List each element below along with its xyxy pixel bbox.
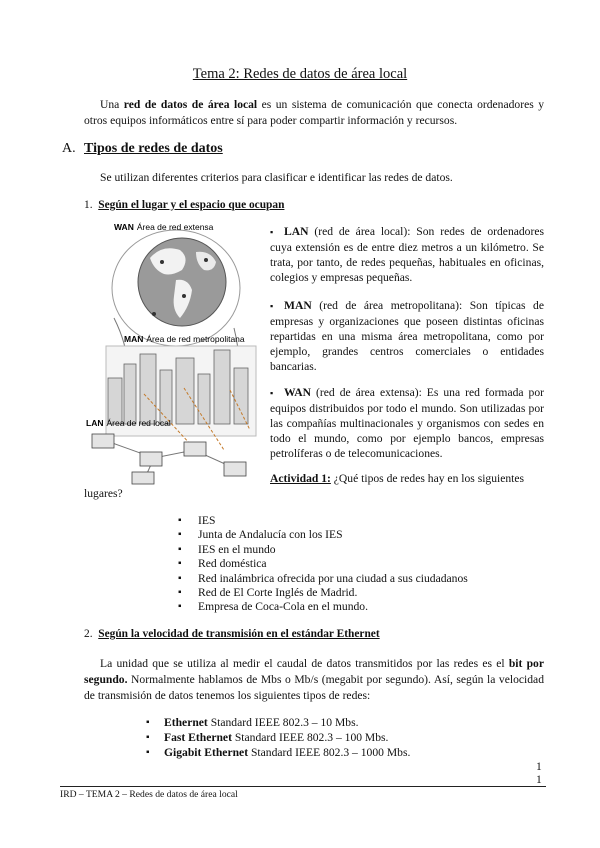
man-caption: Área de red metropolitana [146, 334, 245, 344]
list-item: ▪ Red inalámbrica ofrecida por una ciudad a sus ciudadanos [178, 572, 468, 586]
page-title: Tema 2: Redes de datos de área local [192, 66, 408, 82]
section-a-heading [62, 141, 223, 157]
page-footer: IRD – TEMA 2 – Redes de datos de área local [60, 789, 238, 800]
list-item: ▪ Red doméstica [178, 557, 468, 571]
list-item: ▪ Ethernet Standard IEEE 802.3 – 10 Mbs. [146, 715, 410, 730]
bullet-icon: ▪ [270, 227, 274, 237]
list-item: ▪ Red de El Corte Inglés de Madrid. [178, 586, 468, 600]
page-number-duplicate: 1 [536, 773, 542, 786]
lan-term: LAN [284, 225, 309, 238]
wan-term: WAN [284, 386, 312, 399]
section-a-letter: A. [62, 141, 76, 156]
lan-caption: Área de red local [106, 418, 171, 428]
svg-text:LANÁrea de red local [86, 418, 171, 428]
subsection-2-title: Según la velocidad de transmisión en el estándar Ethernet [98, 628, 380, 640]
section-a-title: Tipos de redes de datos [84, 141, 223, 156]
list-item: ▪ Gigabit Ethernet Standard IEEE 802.3 – 1000 Mbs. [146, 745, 410, 760]
list-item: ▪ IES [178, 514, 468, 528]
svg-text:WANÁrea de red extensa [114, 222, 214, 232]
list-item: ▪ Junta de Andalucía con los IES [178, 528, 468, 542]
activity-question-end: lugares? [84, 487, 123, 500]
footer-divider [60, 786, 546, 787]
activity-places-list [178, 514, 468, 615]
lan-computers [92, 434, 246, 484]
wan-caption: Área de red extensa [136, 222, 214, 232]
list-item: ▪ Empresa de Coca-Cola en el mundo. [178, 600, 468, 614]
list-item: ▪ Fast Ethernet Standard IEEE 802.3 – 100 Mbs. [146, 730, 410, 745]
lan-cables [104, 440, 234, 480]
list-item: ▪ IES en el mundo [178, 543, 468, 557]
man-description: ▪ MAN (red de área metropolitana): Son típicas de empresas y organizaciones que poseen distintas oficinas repartidas en una misma área metropolitana, como por ejemplo, grandes centros comerciales o entidades bancarias. [270, 299, 544, 373]
bit-per-second-term: bit por segundo. [84, 657, 544, 686]
bullet-icon: ▪ [270, 301, 274, 311]
activity-label: Actividad 1: [270, 472, 331, 485]
svg-text:MANÁrea de red metropolitana [124, 334, 245, 344]
activity-question: ¿Qué tipos de redes hay en los siguientes [330, 472, 525, 485]
wan-label: WAN [114, 222, 134, 232]
bullet-icon: ▪ [270, 388, 274, 398]
intro-bold-term: red de datos de área local [123, 98, 258, 111]
intro-paragraph: Una red de datos de área local es un sistema de comunicación que conecta ordenadores y otros equipos informáticos entre sí para poder compartir información y recursos. [84, 98, 544, 127]
network-types-illustration [84, 218, 266, 486]
man-term: MAN [284, 299, 312, 312]
lan-description: ▪ LAN (red de área local): Son redes de ordenadores cuya extensión es de entre diez metros a un kilómetro. Se trata, por tanto, de redes pequeñas, habituales en oficinas, colegios y empresas pequeñas. [270, 225, 544, 284]
wan-description: ▪ WAN (red de área extensa): Es una red formada por equipos distribuidos por todo el mundo. Son utilizadas por las compañías multinacionales y organismos con sedes en todo el mundo, como por ejemplo bancos, empresas petrolíferas o de telecomunicaciones. [270, 386, 544, 460]
man-label: MAN [124, 334, 144, 344]
subsection-1-heading: 1. Según el lugar y el espacio que ocupan [84, 199, 285, 211]
subsection-1-title: Según el lugar y el espacio que ocupan [98, 199, 285, 211]
lan-label: LAN [86, 418, 104, 428]
ethernet-speeds-list [146, 715, 410, 760]
page-number: 1 [536, 760, 542, 773]
activity-1 [270, 471, 544, 486]
speed-paragraph: La unidad que se utiliza al medir el caudal de datos transmitidos por las redes es el bit por segundo. Normalmente hablamos de Mbs o Mb/s (megabit por segundo). Así, según la velocidad de transmisión de datos tenemos los siguientes tipos de redes: [84, 657, 544, 702]
section-a-intro: Se utilizan diferentes criterios para clasificar e identificar las redes de datos. [100, 171, 453, 184]
subsection-2-heading: 2. Según la velocidad de transmisión en el estándar Ethernet [84, 628, 380, 640]
